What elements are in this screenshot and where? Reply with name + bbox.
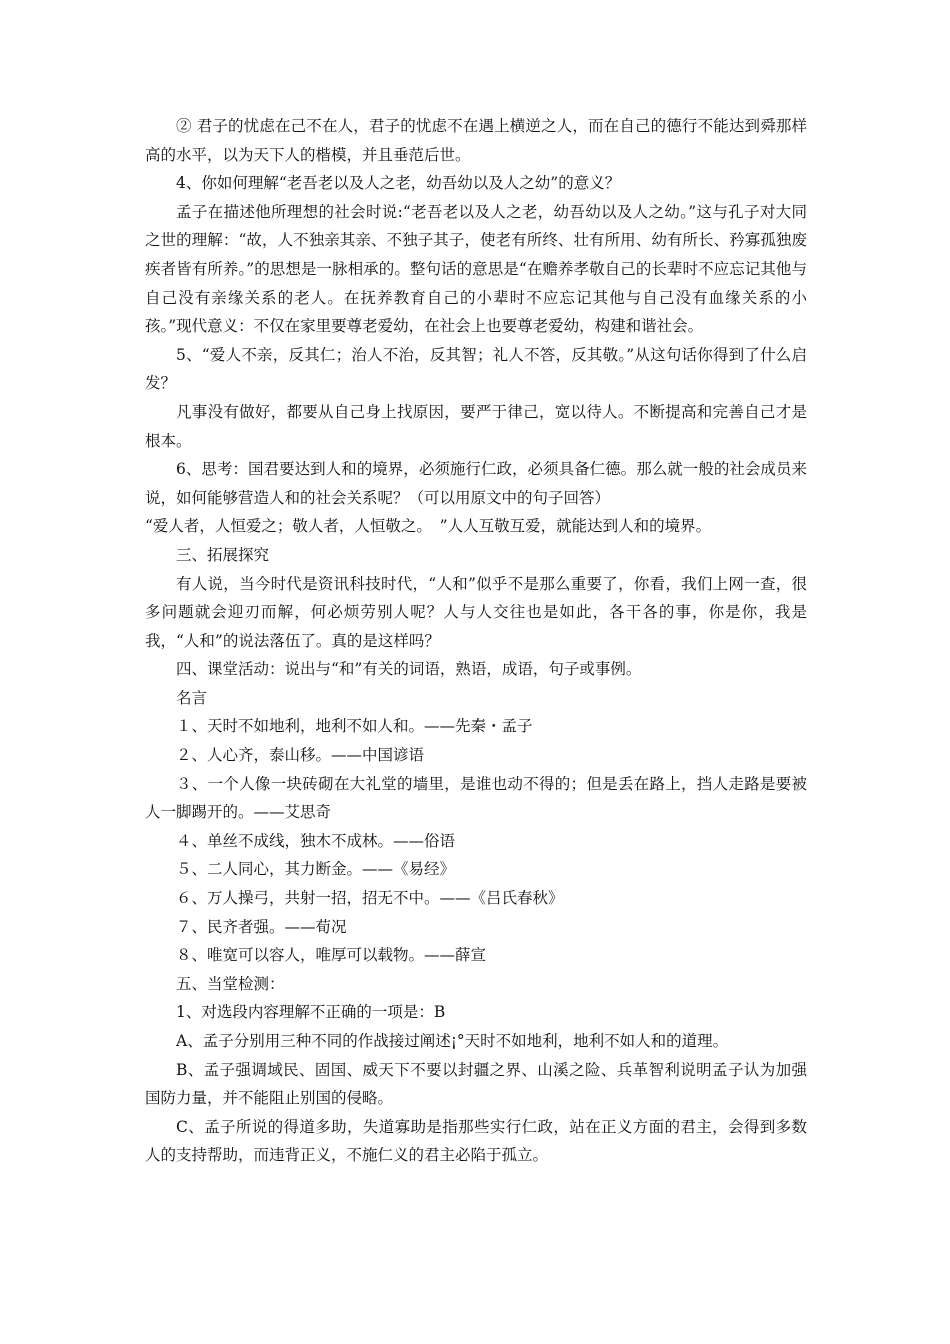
section-heading-activity: 四、课堂活动：说出与“和”有关的词语，熟语，成语，句子或事例。 xyxy=(176,660,642,679)
quote-item: ７、民齐者强。——荀况 xyxy=(176,917,347,936)
answer-4: 孟子在描述他所理想的社会时说:“老吾老以及人之老，幼吾幼以及人之幼。”这与孔子对大同之世的理解：“故，人不独亲其亲、不独子其子，使老有所终、壮有所用、幼有所长、矜寡孤独废疾者皆有所养。”的思想是一脉相承的。整句话的意思是“在赡养孝敬自己的长辈时不应忘记其他与自己没有亲缘关系的老人。在抚养教育自己的小辈时不应忘记其他与自己没有血缘关系的小孩。”现代意义：不仅在家里要尊老爱幼，在社会上也要尊老爱幼，构建和谐社会。 xyxy=(145,202,807,336)
quote-item: ３、一个人像一块砖砌在大礼堂的墙里，是谁也动不得的；但是丢在路上，挡人走路是要被人一脚踢开的。——艾思奇 xyxy=(145,774,807,822)
option-b: B、孟子强调域民、固国、威天下不要以封疆之界、山溪之险、兵革智利说明孟子认为加强国防力量，并不能阻止别国的侵略。 xyxy=(145,1060,807,1108)
section-heading-test: 五、当堂检测： xyxy=(176,974,285,993)
question-5: 5、“爱人不亲，反其仁；治人不治，反其智；礼人不答，反其敬。”从这句话你得到了什么启发？ xyxy=(145,345,807,393)
answer-5: 凡事没有做好，都要从自己身上找原因，要严于律己，宽以待人。不断提高和完善自己才是根本。 xyxy=(145,402,807,450)
option-c: C、孟子所说的得道多助，失道寡助是指那些实行仁政，站在正义方面的君主，会得到多数人的支持帮助，而违背正义，不施仁义的君主必陷于孤立。 xyxy=(145,1117,807,1165)
quote-item: ６、万人操弓，共射一招，招无不中。——《吕氏春秋》 xyxy=(176,889,564,908)
document-body xyxy=(145,112,807,1170)
quote-item: ５、二人同心，其力断金。——《易经》 xyxy=(176,860,456,879)
quote-item: ２、人心齐，泰山移。——中国谚语 xyxy=(176,746,425,765)
option-a: A、孟子分别用三种不同的作战接过阐述¡°天时不如地利，地利不如人和的道理。 xyxy=(176,1032,729,1050)
question-6: 6、思考：国君要达到人和的境界，必须施行仁政，必须具备仁德。那么就一般的社会成员来说，如何能够营造人和的社会关系呢？（可以用原文中的句子回答） xyxy=(145,460,807,507)
paragraph-gentleman-worry: ② 君子的忧虑在己不在人，君子的忧虑不在遇上横逆之人，而在自己的德行不能达到舜那样高的水平，以为天下人的楷模，并且垂范后世。 xyxy=(145,117,807,164)
quote-item: １、天时不如地利，地利不如人和。——先秦・孟子 xyxy=(176,717,533,736)
extension-paragraph: 有人说，当今时代是资讯科技时代，“人和”似乎不是那么重要了，你看，我们上网一查，很多问题就会迎刃而解，何必烦劳别人呢？人与人交往也是如此，各干各的事，你是你，我是我，“人和”的说法落伍了。真的是这样吗？ xyxy=(145,574,807,650)
quote-item: ４、单丝不成线，独木不成林。——俗语 xyxy=(176,831,456,850)
question-4: 4、你如何理解“老吾老以及人之老，幼吾幼以及人之幼”的意义？ xyxy=(176,174,621,193)
test-question-1: 1、对选段内容理解不正确的一项是：B xyxy=(176,1003,446,1022)
section-heading-extension: 三、拓展探究 xyxy=(176,545,270,564)
answer-6: “爱人者，人恒爱之；敬人者，人恒敬之。 ”人人互敬互爱，就能达到人和的境界。 xyxy=(145,517,712,536)
quotes-heading: 名言 xyxy=(176,688,208,707)
quote-item: ８、唯宽可以容人，唯厚可以载物。——薛宣 xyxy=(176,946,487,965)
